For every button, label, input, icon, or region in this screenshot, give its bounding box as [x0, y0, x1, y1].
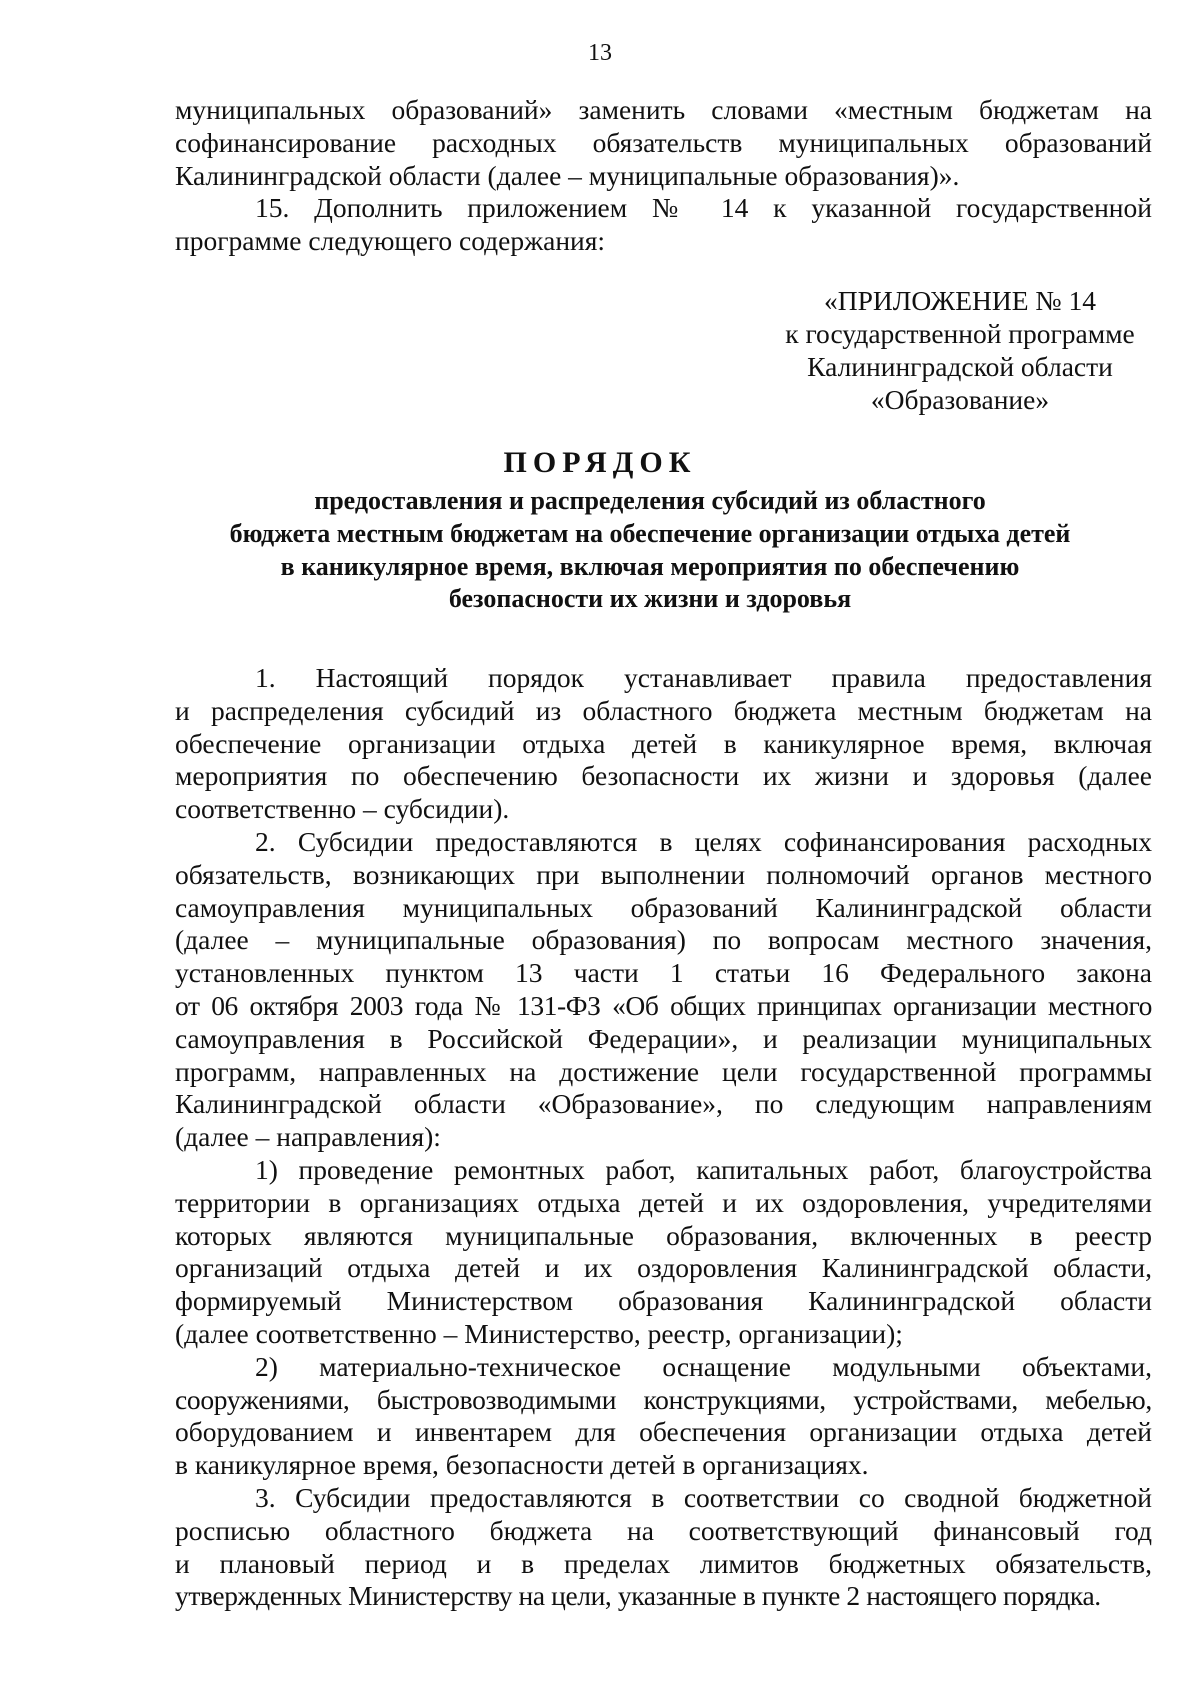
text-line: 1) проведение ремонтных работ, капитальных работ, благоустройства	[255, 1153, 1152, 1185]
appendix-line: «ПРИЛОЖЕНИЕ № 14	[823, 285, 1097, 316]
text-line: установленных пунктом 13 части 1 статьи 16 Федерального закона	[175, 957, 1152, 989]
text-line: (далее – направления):	[175, 1121, 441, 1153]
paragraph-2-item-1	[175, 1154, 1152, 1351]
text-line: обязательств, возникающих при выполнении полномочий органов местного	[175, 858, 1152, 890]
text-line: которых являются муниципальные образования, включенных в реестр	[175, 1219, 1152, 1251]
order-title: ПОРЯДОК	[503, 446, 697, 479]
text-line: 2) материально-техническое оснащение модульными объектами,	[255, 1350, 1152, 1382]
paragraph-2-item-2	[175, 1351, 1152, 1482]
intro-block	[175, 94, 1152, 258]
subtitle-line: безопасности их жизни и здоровья	[448, 584, 852, 614]
text-line: самоуправления в Российской Федерации», и реализации муниципальных	[175, 1022, 1152, 1054]
text-line: от 06 октября 2003 года № 131-ФЗ «Об общих принципах организации местного	[175, 989, 1152, 1021]
text-line: программ, направленных на достижение цели государственной программы	[175, 1055, 1152, 1087]
subtitle-line: в каникулярное время, включая мероприятия по обеспечению	[280, 551, 1020, 581]
intro-paragraph-15	[175, 192, 1152, 258]
text-line: мероприятия по обеспечению безопасности их жизни и здоровья (далее	[175, 760, 1152, 792]
text-line: оборудованием и инвентарем для обеспечения организации отдыха детей	[175, 1416, 1152, 1448]
text-line: и распределения субсидий из областного бюджета местным бюджетам на	[175, 694, 1152, 726]
text-line: соответственно – субсидии).	[175, 793, 510, 825]
appendix-line: «Образование»	[870, 384, 1050, 415]
text-line: утвержденных Министерству на цели, указанные в пункте 2 настоящего порядка.	[175, 1580, 1101, 1612]
text-line: 2. Субсидии предоставляются в целях софинансирования расходных	[255, 825, 1152, 857]
appendix-heading	[770, 284, 1150, 416]
text-line: обеспечение организации отдыха детей в каникулярное время, включая	[175, 727, 1152, 759]
text-line: (далее – муниципальные образования) по вопросам местного значения,	[175, 924, 1152, 956]
subtitle-line: бюджета местным бюджетам на обеспечение организации отдыха детей	[229, 518, 1071, 548]
paragraph-2	[175, 826, 1152, 1154]
intro-paragraph-continuation	[175, 94, 1152, 192]
appendix-line: к государственной программе	[785, 318, 1135, 349]
text-line: софинансирование расходных обязательств муниципальных образований	[175, 126, 1152, 158]
text-line: муниципальных образований» заменить словами «местным бюджетам на	[175, 94, 1152, 125]
text-line: сооружениями, быстровозводимыми конструкциями, устройствами, мебелью,	[175, 1383, 1152, 1415]
text-line: Калининградской области (далее – муниципальные образования)».	[175, 159, 960, 191]
text-line: 15. Дополнить приложением № 14 к указанной государственной	[255, 192, 1152, 224]
order-body	[175, 662, 1152, 1613]
text-line: программе следующего содержания:	[175, 225, 606, 257]
text-line: организаций отдыха детей и их оздоровления Калининградской области,	[175, 1252, 1152, 1284]
text-line: формируемый Министерством образования Калининградской области	[175, 1285, 1152, 1317]
text-line: 1. Настоящий порядок устанавливает правила предоставления	[255, 662, 1152, 693]
text-line: и плановый период и в пределах лимитов бюджетных обязательств,	[175, 1547, 1152, 1579]
text-line: территории в организациях отдыха детей и их оздоровления, учредителями	[175, 1186, 1152, 1218]
page-number: 13	[588, 40, 612, 66]
paragraph-1	[175, 662, 1152, 826]
subtitle-line: предоставления и распределения субсидий из областного	[314, 486, 986, 515]
text-line: 3. Субсидии предоставляются в соответствии со сводной бюджетной	[255, 1481, 1152, 1513]
text-line: в каникулярное время, безопасности детей в организациях.	[175, 1449, 869, 1481]
text-line: (далее соответственно – Министерство, реестр, организации);	[175, 1317, 903, 1349]
text-line: самоуправления муниципальных образований Калининградской области	[175, 891, 1152, 923]
text-line: росписью областного бюджета на соответствующий финансовый год	[175, 1514, 1152, 1546]
paragraph-3	[175, 1482, 1152, 1613]
text-line: Калининградской области «Образование», по следующим направлениям	[175, 1088, 1152, 1120]
appendix-line: Калининградской области	[807, 351, 1113, 382]
order-subtitle	[150, 485, 1150, 616]
